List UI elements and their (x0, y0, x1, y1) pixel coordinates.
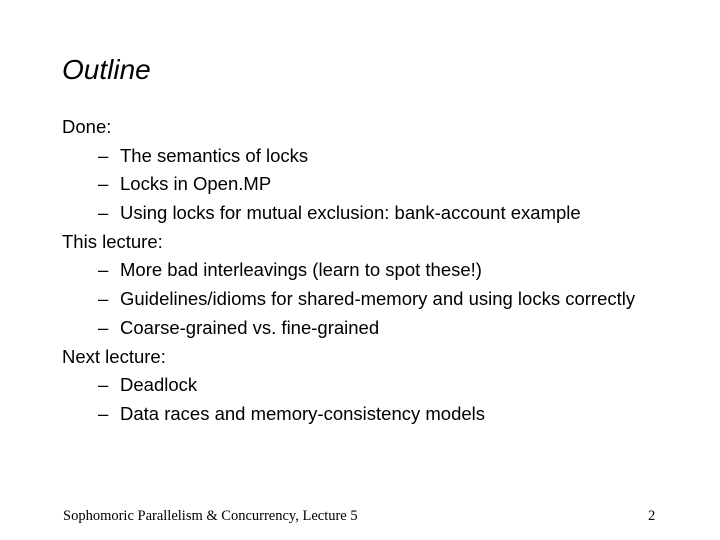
page-number: 2 (648, 508, 656, 524)
list-item-text: Coarse-grained vs. fine-grained (120, 316, 380, 338)
dash-bullet: – (98, 173, 109, 195)
list-item-text: Deadlock (120, 374, 198, 396)
list-item (62, 170, 702, 199)
list-item-text: Data races and memory-consistency models (120, 402, 486, 424)
list-item-text: Guidelines/idioms for shared-memory and using locks correctly (120, 288, 636, 310)
list-item (62, 314, 702, 343)
list-item-text: Locks in Open.MP (120, 173, 272, 195)
dash-bullet: – (98, 202, 109, 224)
list-item (62, 371, 702, 400)
footer-course-title: Sophomoric Parallelism & Concurrency, Lecture 5 (63, 508, 358, 524)
section-label-this-lecture: This lecture: (62, 230, 163, 252)
dash-bullet: – (98, 144, 109, 166)
list-item-text: Using locks for mutual exclusion: bank-account example (120, 202, 581, 224)
dash-bullet: – (98, 402, 109, 424)
dash-bullet: – (98, 288, 109, 310)
slide-title: Outline (62, 54, 151, 85)
list-item (62, 400, 702, 429)
dash-bullet: – (98, 374, 109, 396)
list-item (62, 142, 702, 171)
list-item (62, 256, 702, 285)
list-item-text: The semantics of locks (120, 144, 309, 166)
dash-bullet: – (98, 259, 109, 281)
list-item-text: More bad interleavings (learn to spot these!) (120, 259, 482, 281)
list-item (62, 285, 702, 314)
dash-bullet: – (98, 316, 109, 338)
outline-list (62, 113, 702, 429)
list-item (62, 199, 702, 228)
section-label-next-lecture: Next lecture: (62, 345, 166, 367)
section-label-done: Done: (62, 116, 112, 137)
